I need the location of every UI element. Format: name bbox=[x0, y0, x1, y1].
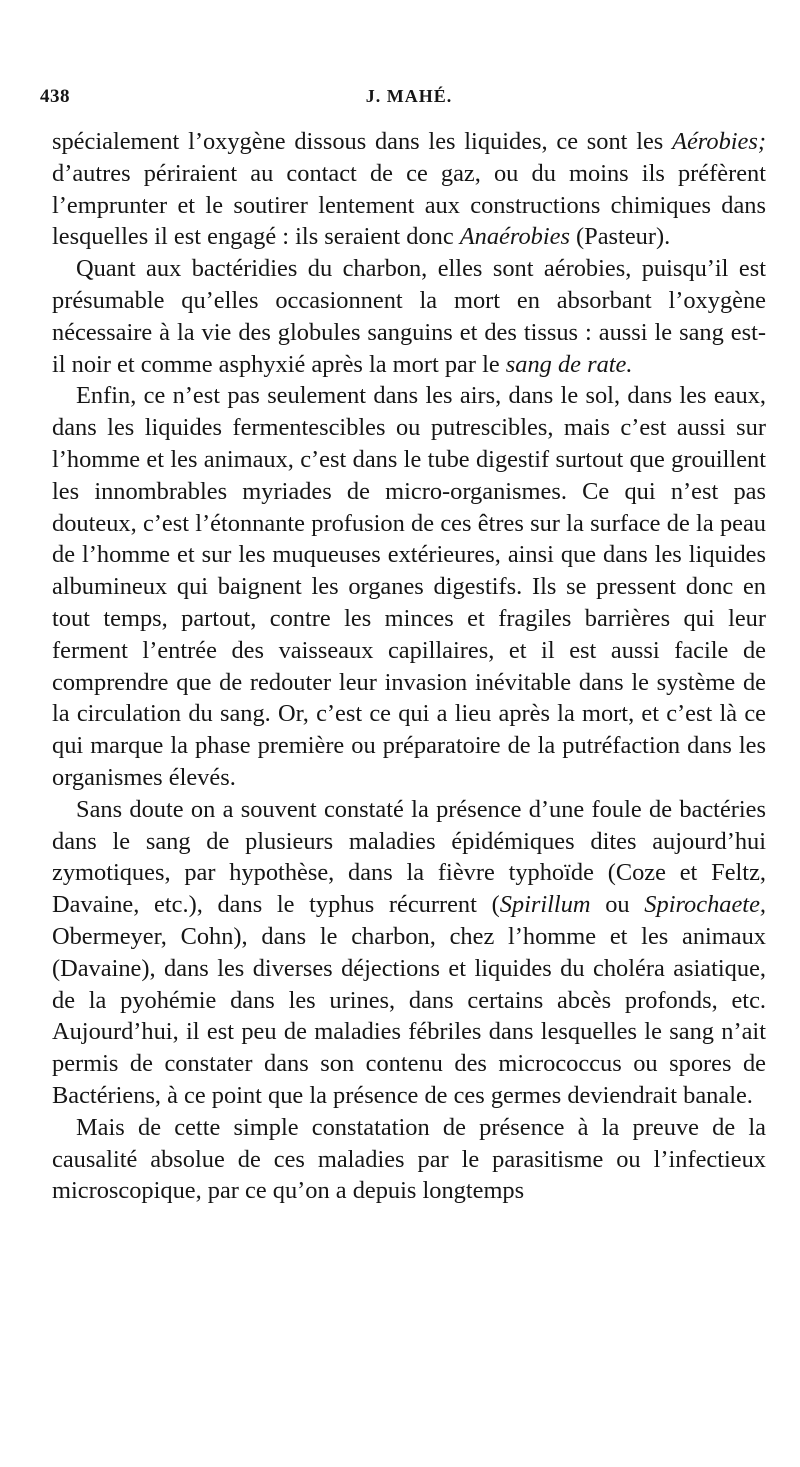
text-run: d’autres périraient au contact de ce gaz, ou du moins ils préfèrent l’emprunter et le soutirer lentement aux constructions chimiques dans lesquelles il est engagé : ils seraient donc bbox=[52, 159, 766, 251]
text-run: ou bbox=[590, 891, 645, 919]
body-text bbox=[52, 126, 766, 1207]
italic-term-anaerobies: Anaérobies bbox=[459, 223, 570, 251]
text-run: Quant aux bactéridies du charbon, elles sont aérobies, puisqu’il est présumable qu’elles occasionnent la mort en absorbant l’oxygène nécessaire à la vie des globules sanguins et des tissus : aussi le sang est-il noir et comme asphyxié après la mort par le bbox=[52, 255, 766, 378]
book-page bbox=[40, 86, 766, 1207]
italic-term-spirillum: Spirillum bbox=[499, 891, 591, 919]
italic-term-aerobies: Aérobies; bbox=[672, 128, 766, 155]
paragraph-micro-organismes bbox=[52, 380, 766, 793]
italic-term-spirochaete: Spirochaete, bbox=[644, 891, 766, 919]
italic-term-sang-de-rate: sang de rate. bbox=[505, 350, 633, 378]
text-run: Sans doute on a souvent constaté la présence d’une foule de bactéries dans le sang de plusieurs maladies épidémiques dites aujourd’hui zymotiques, par hypothèse, dans la fièvre typhoïde (Coze et Feltz, Davaine, etc.), dans le typhus récurrent ( bbox=[52, 795, 766, 919]
paragraph-bacteries-sang bbox=[52, 794, 766, 1112]
paragraph-continuation bbox=[52, 126, 766, 253]
text-run: (Pasteur). bbox=[569, 223, 671, 251]
text-run: Enfin, ce n’est pas seulement dans les airs, dans le sol, dans les eaux, dans les liquides fermentescibles ou putrescibles, mais c’est aussi sur l’homme et les animaux, c’est dans le tube digestif surtout que grouillent les innombrables myriades de micro-organismes. Ce qui n’est pas douteux, c’est l’étonnante profusion de ces êtres sur la surface de la peau de l’homme et sur les muqueuses extérieures, ainsi que dans les liquides albumineux qui baignent les organes digestifs. Ils se pressent donc en tout temps, partout, contre les minces et fragiles barrières qui leur ferment l’entrée des vaisseaux capillaires, et il est aussi facile de comprendre que de redouter leur invasion inévitable dans le système de la circulation du sang. Or, c’est ce qui a lieu après la mort, et c’est là ce qui marque la phase première ou préparatoire de la putréfaction dans les organismes élevés. bbox=[52, 382, 766, 791]
page-number: 438 bbox=[40, 86, 70, 107]
paragraph-bacteridies bbox=[52, 253, 766, 380]
text-run: Mais de cette simple constatation de présence à la preuve de la causalité absolue de ces maladies par le parasitisme ou l’infectieux microscopique, par ce qu’on a depuis longtemps bbox=[52, 1113, 766, 1205]
text-run: spécialement l’oxygène dissous dans les liquides, ce sont les bbox=[52, 128, 673, 155]
text-run: Obermeyer, Cohn), dans le charbon, chez l’homme et les animaux (Davaine), dans les diverses déjections et liquides du choléra asiatique, de la pyohémie dans les urines, dans certains abcès profonds, etc. Aujourd’hui, il est peu de maladies fébriles dans lesquelles le sang n’ait permis de constater dans son contenu des micrococcus ou spores de Bactériens, à ce point que la présence de ces germes deviendrait banale. bbox=[52, 922, 766, 1109]
running-head bbox=[40, 86, 766, 126]
paragraph-causalite bbox=[52, 1112, 766, 1207]
running-title: J. MAHÉ. bbox=[365, 86, 453, 106]
